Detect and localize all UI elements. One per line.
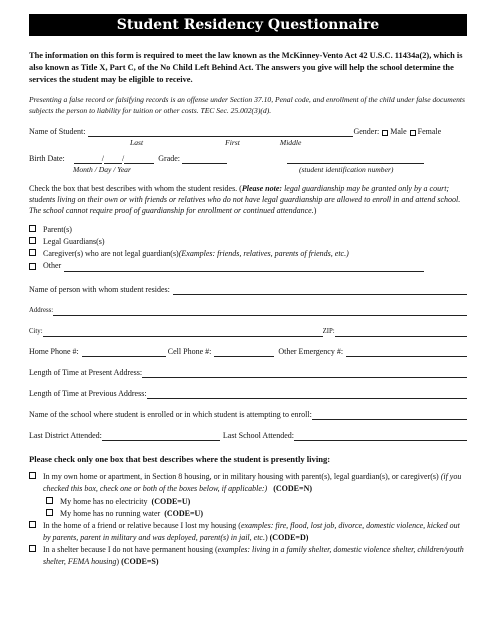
last-caption: Last	[130, 138, 144, 147]
living-options	[29, 471, 467, 568]
student-id-caption: (student identification number)	[298, 165, 394, 174]
warning-paragraph: Presenting a false record or falsifying records is an offense under Section 37.10, Penal code, and enrollment of the child under false documents subjects the person to liability for tuition or other costs. TEC Sec. 25.002(3)(d).	[29, 95, 465, 115]
female-checkbox[interactable]	[410, 130, 416, 136]
previous-address-field[interactable]	[147, 389, 467, 399]
student-name-field[interactable]	[88, 127, 353, 137]
own-home-checkbox[interactable]	[29, 472, 36, 479]
last-district-field[interactable]	[102, 431, 220, 441]
intro-paragraph: The information on this form is required to meet the law known as the McKinney-Vento Act 42 U.S.C. 11434a(2), which is also known as Title X, Part C, of the No Child Left Behind Act. The answers you give will help the school determine the services the student may be eligible to receive.	[29, 51, 463, 84]
birth-month-field[interactable]	[74, 154, 105, 164]
living-option-shelter[interactable]: In a shelter because I do not have permanent housing (examples: living in a family shelter, domestic violence shelter, children/youth shelter, FEMA housing) (CODE=S)	[29, 544, 467, 568]
last-school-label: Last School Attended:	[222, 431, 294, 440]
person-field[interactable]	[173, 285, 467, 295]
date-slash: /	[122, 154, 125, 163]
present-address-row	[29, 367, 467, 378]
cell-phone-field[interactable]	[214, 347, 274, 357]
home-phone-label: Home Phone #:	[29, 347, 79, 356]
gender-label: Gender:	[353, 127, 380, 136]
other-checkbox[interactable]	[29, 263, 36, 270]
no-water-checkbox[interactable]	[46, 509, 53, 516]
student-name-label: Name of Student:	[29, 127, 86, 136]
last-district-label: Last District Attended:	[29, 431, 102, 440]
school-row	[29, 409, 467, 420]
present-address-field[interactable]	[142, 368, 467, 378]
resides-option-other[interactable]: Other	[29, 260, 467, 272]
last-attended-row	[29, 430, 467, 441]
resides-option-parents[interactable]: Parent(s)	[29, 224, 467, 236]
grade-label: Grade:	[158, 154, 181, 163]
guardians-checkbox[interactable]	[29, 237, 36, 244]
school-label: Name of the school where student is enrolled or in which student is attempting to enroll:	[29, 410, 312, 419]
student-name-row	[29, 126, 467, 137]
male-label: Male	[390, 127, 407, 136]
birth-date-label: Birth Date:	[29, 154, 65, 163]
no-electricity-checkbox[interactable]	[46, 497, 53, 504]
school-field[interactable]	[312, 410, 467, 420]
caregiver-checkbox[interactable]	[29, 249, 36, 256]
last-school-field[interactable]	[294, 431, 467, 441]
middle-caption: Middle	[279, 138, 302, 147]
living-option-no-water[interactable]: My home has no running water (CODE=U)	[46, 508, 467, 520]
city-label: City:	[29, 328, 43, 335]
previous-address-label: Length of Time at Previous Address:	[29, 389, 147, 398]
other-field[interactable]	[64, 262, 424, 272]
home-phone-field[interactable]	[82, 347, 166, 357]
phone-row	[29, 346, 467, 357]
zip-label: ZIP:	[322, 328, 335, 335]
address-row	[29, 305, 467, 316]
resides-instructions: Check the box that best describes with whom the student resides. (Please note: legal guardianship may be granted only by a court; students living on their own or with friends or relatives who do not have legal guardianship are allowed to enroll in and attend school. The school cannot require proof of guardianship for enrollment or continued attendance.)	[29, 184, 461, 215]
living-option-no-electricity[interactable]: My home has no electricity (CODE=U)	[46, 496, 467, 508]
parents-checkbox[interactable]	[29, 225, 36, 232]
grade-field[interactable]	[182, 154, 227, 164]
other-emergency-field[interactable]	[346, 347, 467, 357]
present-address-label: Length of Time at Present Address:	[29, 368, 143, 377]
living-heading: Please check only one box that best describes where the student is presently living:	[29, 454, 331, 464]
living-option-friend-home[interactable]: In the home of a friend or relative because I lost my housing (examples: fire, flood, lost job, divorce, domestic violence, kicked out by parents, parent in military and was deployed, parent(s) in jail, etc.) (CODE=D)	[29, 520, 467, 544]
name-captions	[29, 137, 467, 148]
birth-date-row	[29, 153, 467, 164]
friend-home-checkbox[interactable]	[29, 521, 36, 528]
student-id-field[interactable]	[287, 154, 424, 164]
zip-field[interactable]	[335, 327, 467, 337]
other-emergency-label: Other Emergency #:	[278, 347, 344, 356]
resides-options	[29, 224, 467, 272]
resides-option-guardians[interactable]: Legal Guardians(s)	[29, 236, 467, 248]
address-label: Address:	[29, 307, 54, 314]
city-field[interactable]	[43, 327, 323, 337]
city-row	[29, 326, 467, 337]
birth-captions	[29, 164, 467, 175]
resides-option-caregiver[interactable]: Caregiver(s) who are not legal guardian(s) (Examples: friends, relatives, parents of friends, etc.)	[29, 248, 467, 260]
address-field[interactable]	[53, 306, 467, 316]
first-caption: First	[225, 138, 240, 147]
form-title: Student Residency Questionnaire	[29, 14, 467, 36]
date-slash: /	[101, 154, 105, 163]
date-format-caption: Month / Day / Year	[73, 165, 131, 174]
shelter-checkbox[interactable]	[29, 545, 36, 552]
person-row	[29, 284, 467, 295]
previous-address-row	[29, 388, 467, 399]
birth-year-field[interactable]	[124, 154, 154, 164]
female-label: Female	[417, 127, 442, 136]
living-option-own-home[interactable]: In my own home or apartment, in Section 8 housing, or in military housing with parent(s), legal guardian(s), or caregiver(s) (if you checked this box, check one or both of the boxes below, if applicable:) (CODE=N)	[29, 471, 467, 495]
cell-phone-label: Cell Phone #:	[167, 347, 212, 356]
male-checkbox[interactable]	[382, 130, 388, 136]
person-label: Name of person with whom student resides:	[29, 285, 170, 294]
birth-day-field[interactable]	[101, 154, 125, 164]
